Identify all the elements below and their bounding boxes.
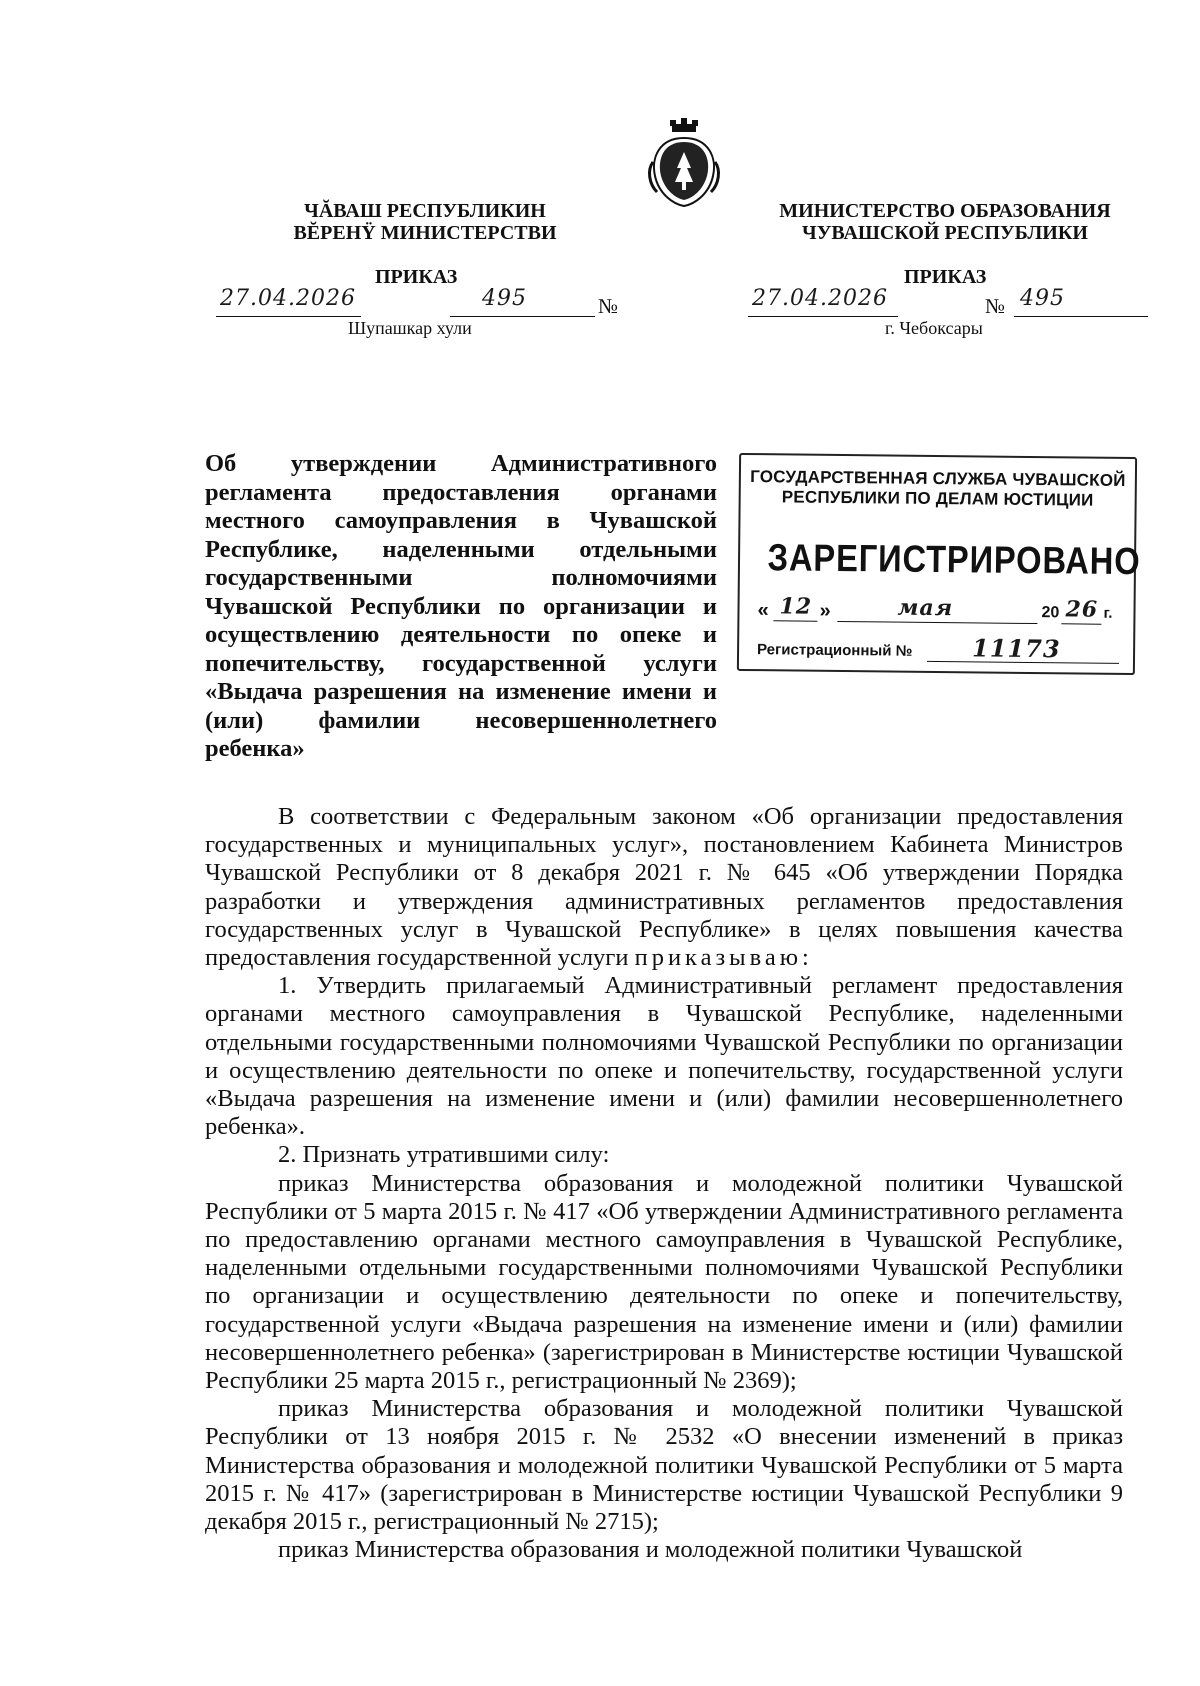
left-prikaz-label: ПРИКАЗ: [375, 266, 458, 288]
paragraph-repealed-order-1: приказ Министерства образования и молодежной политики Чувашской Республики от 5 марта 2015 г. № 417 «Об утверждении Административного регламента по предоставлению органами местного самоуправления в Чувашской Республике, наделенными отдельными государственными полномочиями Чувашской Республики по организации и осуществлению деятельности по опеке и попечительству, государственной услуги «Выдача разрешения на изменение имени и (или) фамилии несовершеннолетнего ребенка» (зарегистрирован в Министерстве юстиции Чувашской Республики 25 марта 2015 г., регистрационный № 2369);: [205, 1169, 1123, 1395]
stamp-year-letter: г.: [1103, 604, 1113, 622]
paragraph-preamble: [205, 803, 1123, 972]
right-org-line1: МИНИСТЕРСТВО ОБРАЗОВАНИЯ: [779, 200, 1111, 222]
stamp-year-handwritten: 26: [1065, 596, 1099, 623]
stamp-registration-row: [757, 635, 1119, 669]
left-city: Шупашкар хули: [348, 318, 472, 338]
order-word: приказываю:: [634, 944, 813, 972]
stamp-quote-close: »: [819, 599, 831, 622]
stamp-year-prefix: 20: [1041, 604, 1060, 622]
preamble-text: В соответствии с Федеральным законом «Об организации предоставления государственных и муниципальных услуг», постановлением Кабинета Министров Чувашской Республики от 8 декабря 2021 г. № 645 «Об утверждении Порядка разработки и утверждения административных регламентов предоставления государственных услуг в Чувашской Республике» в целях повышения качества предоставления государственной услуги: [205, 803, 1123, 972]
left-org-line2: ВĔРЕНŸ МИНИСТЕРСТВИ: [293, 222, 557, 244]
right-org-line2: ЧУВАШСКОЙ РЕСПУБЛИКИ: [802, 222, 1088, 244]
stamp-registration-label: Регистрационный №: [757, 641, 913, 660]
right-number-line: [1014, 286, 1148, 317]
left-date-handwritten: 27.04.2026: [220, 286, 356, 311]
document-body: [205, 803, 1123, 1564]
stamp-quote-open: «: [757, 599, 769, 622]
paragraph-repealed-order-3: приказ Министерства образования и молодежной политики Чувашской: [278, 1536, 1023, 1564]
right-prikaz-label: ПРИКАЗ: [904, 266, 987, 288]
paragraph-item-2: 2. Признать утратившими силу:: [278, 1141, 610, 1169]
left-number-line: [450, 286, 595, 317]
left-number-handwritten: 495: [482, 286, 527, 311]
stamp-year-line: [1061, 623, 1101, 624]
paragraph-repealed-order-2: приказ Министерства образования и молодежной политики Чувашской Республики от 13 ноября 2015 г. № 2532 «О внесении изменений в приказ Министерства образования и молодежной политики Чувашской Республики от 5 марта 2015 г. № 417» (зарегистрирован в Министерстве юстиции Чувашской Республики 9 декабря 2015 г., регистрационный № 2715);: [205, 1395, 1123, 1536]
stamp-day-line: [773, 620, 817, 621]
stamp-month-line: [837, 621, 1037, 624]
left-org-line1: ЧĂВАШ РЕСПУБЛИКИН: [304, 200, 546, 222]
left-organization-name: [260, 200, 590, 244]
right-city: г. Чебоксары: [885, 318, 983, 338]
left-date-line: [216, 286, 361, 317]
stamp-month-handwritten: мая: [897, 594, 954, 622]
stamp-organization: [741, 467, 1135, 511]
right-number-handwritten: 495: [1020, 286, 1065, 311]
stamp-day-handwritten: 12: [779, 593, 813, 620]
stamp-org-line1: ГОСУДАРСТВЕННАЯ СЛУЖБА ЧУВАШСКОЙ: [750, 467, 1126, 490]
coat-of-arms-icon: [645, 118, 723, 210]
stamp-registration-number: 11173: [971, 633, 1061, 664]
registration-stamp: [737, 453, 1141, 675]
document-title: Об утверждении Административного регламента предоставления органами местного самоуправления в Чувашской Республике, наделенными отдельными государственными полномочиями Чувашской Республики по организации и осуществлению деятельности по опеке и попечительству, государственной услуги «Выдача разрешения на изменение имени и (или) фамилии несовершеннолетнего ребенка»: [205, 450, 717, 762]
stamp-registered-label: ЗАРЕГИСТРИРОВАНО: [767, 537, 1141, 584]
right-organization-name: [760, 200, 1130, 244]
paragraph-item-1: 1. Утвердить прилагаемый Административный регламент предоставления органами местного самоуправления в Чувашской Республике, наделенными отдельными государственными полномочиями Чувашской Республики по организации и осуществлению деятельности по опеке и попечительству, государственной услуги «Выдача разрешения на изменение имени и (или) фамилии несовершеннолетнего ребенка».: [205, 972, 1123, 1141]
right-number-sign: №: [985, 294, 1006, 318]
stamp-date-row: [757, 593, 1117, 633]
right-date-handwritten: 27.04.2026: [752, 286, 888, 311]
right-date-line: [748, 286, 898, 317]
stamp-org-line2: РЕСПУБЛИКИ ПО ДЕЛАМ ЮСТИЦИИ: [781, 487, 1094, 510]
left-number-sign: №: [598, 294, 619, 318]
